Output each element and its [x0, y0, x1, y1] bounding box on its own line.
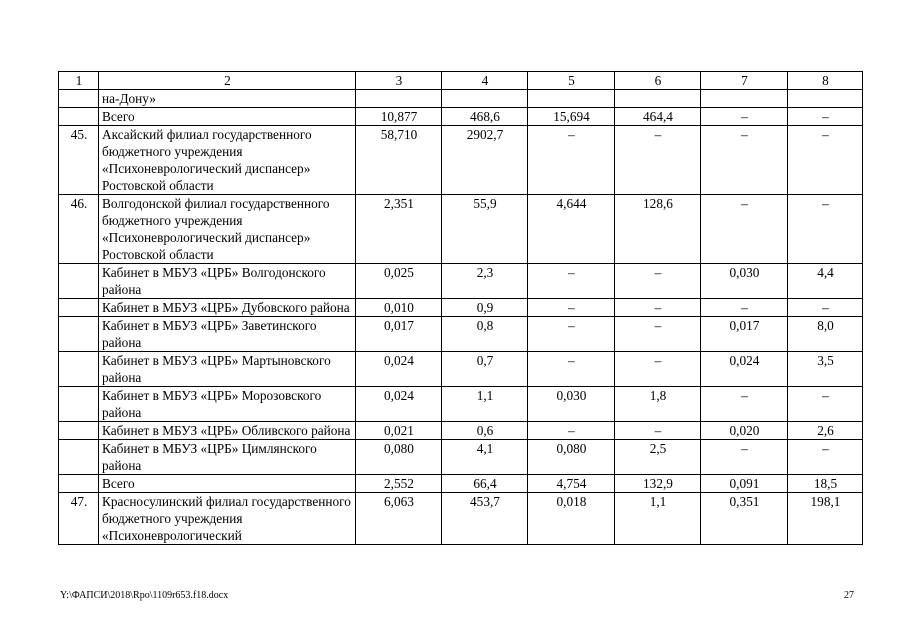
value-cell: 0,080 — [528, 440, 615, 475]
value-cell: 0,025 — [356, 264, 442, 299]
value-cell: – — [788, 299, 863, 317]
table-row — [59, 299, 863, 317]
value-cell — [442, 90, 528, 108]
value-cell: 0,010 — [356, 299, 442, 317]
row-number-cell — [59, 90, 99, 108]
value-cell: 2,3 — [442, 264, 528, 299]
row-name-cell: Кабинет в МБУЗ «ЦРБ» Цимлянского района — [99, 440, 356, 475]
value-cell: 0,017 — [701, 317, 788, 352]
value-cell: – — [701, 440, 788, 475]
value-cell: 2,6 — [788, 422, 863, 440]
value-cell: 3,5 — [788, 352, 863, 387]
value-cell: 2,351 — [356, 195, 442, 264]
value-cell: – — [528, 264, 615, 299]
row-number-cell — [59, 317, 99, 352]
value-cell: – — [528, 352, 615, 387]
data-table — [58, 71, 863, 545]
footer-file-path: Y:\ФАПСИ\2018\Rpo\1109r653.f18.docx — [60, 590, 229, 601]
value-cell: – — [701, 108, 788, 126]
row-number-cell — [59, 440, 99, 475]
value-cell: – — [615, 126, 701, 195]
value-cell: 66,4 — [442, 475, 528, 493]
value-cell: 4,644 — [528, 195, 615, 264]
value-cell — [528, 90, 615, 108]
header-row — [59, 72, 863, 90]
value-cell: 464,4 — [615, 108, 701, 126]
value-cell: 15,694 — [528, 108, 615, 126]
value-cell — [615, 90, 701, 108]
row-number-cell: 47. — [59, 493, 99, 545]
header-cell: 6 — [615, 72, 701, 90]
value-cell: 0,351 — [701, 493, 788, 545]
value-cell: 0,024 — [356, 352, 442, 387]
table-row — [59, 108, 863, 126]
table-row — [59, 126, 863, 195]
value-cell: 198,1 — [788, 493, 863, 545]
header-cell: 1 — [59, 72, 99, 90]
row-name-cell: Кабинет в МБУЗ «ЦРБ» Волгодонского района — [99, 264, 356, 299]
value-cell: 0,030 — [528, 387, 615, 422]
row-name-cell: Кабинет в МБУЗ «ЦРБ» Мартыновского района — [99, 352, 356, 387]
value-cell: – — [615, 264, 701, 299]
value-cell: 4,754 — [528, 475, 615, 493]
row-name-cell: Всего — [99, 108, 356, 126]
table-row — [59, 317, 863, 352]
value-cell: 0,017 — [356, 317, 442, 352]
value-cell: 0,020 — [701, 422, 788, 440]
value-cell: – — [788, 108, 863, 126]
value-cell: 0,091 — [701, 475, 788, 493]
value-cell: – — [701, 195, 788, 264]
value-cell: 58,710 — [356, 126, 442, 195]
row-name-cell: Аксайский филиал государственного бюджетного учреждения «Психоневрологический диспансер» Ростовской области — [99, 126, 356, 195]
value-cell: – — [615, 352, 701, 387]
row-name-cell: Красносулинский филиал государственного бюджетного учреждения «Психоневрологический — [99, 493, 356, 545]
value-cell: 4,4 — [788, 264, 863, 299]
value-cell: 1,8 — [615, 387, 701, 422]
value-cell: – — [701, 299, 788, 317]
table-row — [59, 90, 863, 108]
table-row — [59, 195, 863, 264]
value-cell: 0,7 — [442, 352, 528, 387]
value-cell: – — [788, 126, 863, 195]
value-cell: 128,6 — [615, 195, 701, 264]
table-row — [59, 352, 863, 387]
value-cell: 468,6 — [442, 108, 528, 126]
value-cell: – — [701, 126, 788, 195]
value-cell: 0,080 — [356, 440, 442, 475]
row-number-cell — [59, 475, 99, 493]
value-cell: 8,0 — [788, 317, 863, 352]
value-cell: 0,8 — [442, 317, 528, 352]
value-cell: – — [528, 299, 615, 317]
table-row — [59, 475, 863, 493]
value-cell — [701, 90, 788, 108]
value-cell: 1,1 — [442, 387, 528, 422]
value-cell: – — [788, 195, 863, 264]
value-cell: 0,021 — [356, 422, 442, 440]
row-name-cell: Волгодонской филиал государственного бюджетного учреждения «Психоневрологический диспансер» Ростовской области — [99, 195, 356, 264]
value-cell: – — [615, 299, 701, 317]
row-name-cell: Всего — [99, 475, 356, 493]
value-cell: – — [701, 387, 788, 422]
value-cell: 6,063 — [356, 493, 442, 545]
table-row — [59, 387, 863, 422]
row-name-cell: Кабинет в МБУЗ «ЦРБ» Обливского района — [99, 422, 356, 440]
value-cell: 2902,7 — [442, 126, 528, 195]
row-name-cell: Кабинет в МБУЗ «ЦРБ» Заветинского района — [99, 317, 356, 352]
row-name-cell: Кабинет в МБУЗ «ЦРБ» Дубовского района — [99, 299, 356, 317]
header-cell: 7 — [701, 72, 788, 90]
header-cell: 4 — [442, 72, 528, 90]
value-cell: 0,018 — [528, 493, 615, 545]
value-cell: – — [788, 440, 863, 475]
page-number: 27 — [844, 590, 854, 601]
value-cell: – — [528, 317, 615, 352]
value-cell: 55,9 — [442, 195, 528, 264]
row-number-cell — [59, 299, 99, 317]
row-name-cell: Кабинет в МБУЗ «ЦРБ» Морозовского района — [99, 387, 356, 422]
value-cell: 0,024 — [356, 387, 442, 422]
value-cell: 2,5 — [615, 440, 701, 475]
value-cell: – — [615, 317, 701, 352]
value-cell: 1,1 — [615, 493, 701, 545]
value-cell — [788, 90, 863, 108]
header-cell: 5 — [528, 72, 615, 90]
row-number-cell — [59, 352, 99, 387]
row-number-cell — [59, 108, 99, 126]
value-cell: 10,877 — [356, 108, 442, 126]
value-cell: 4,1 — [442, 440, 528, 475]
value-cell: 2,552 — [356, 475, 442, 493]
header-cell: 2 — [99, 72, 356, 90]
row-number-cell: 45. — [59, 126, 99, 195]
value-cell: 18,5 — [788, 475, 863, 493]
table-row — [59, 422, 863, 440]
value-cell: 132,9 — [615, 475, 701, 493]
row-number-cell — [59, 387, 99, 422]
value-cell: 0,024 — [701, 352, 788, 387]
value-cell: – — [615, 422, 701, 440]
value-cell: – — [528, 126, 615, 195]
value-cell: – — [788, 387, 863, 422]
table-body — [59, 72, 863, 545]
value-cell: 453,7 — [442, 493, 528, 545]
value-cell: 0,9 — [442, 299, 528, 317]
table-row — [59, 440, 863, 475]
header-cell: 3 — [356, 72, 442, 90]
row-name-cell: на-Дону» — [99, 90, 356, 108]
table-row — [59, 264, 863, 299]
row-number-cell — [59, 422, 99, 440]
value-cell: 0,6 — [442, 422, 528, 440]
value-cell: 0,030 — [701, 264, 788, 299]
table-row — [59, 493, 863, 545]
row-number-cell: 46. — [59, 195, 99, 264]
row-number-cell — [59, 264, 99, 299]
value-cell: – — [528, 422, 615, 440]
header-cell: 8 — [788, 72, 863, 90]
value-cell — [356, 90, 442, 108]
